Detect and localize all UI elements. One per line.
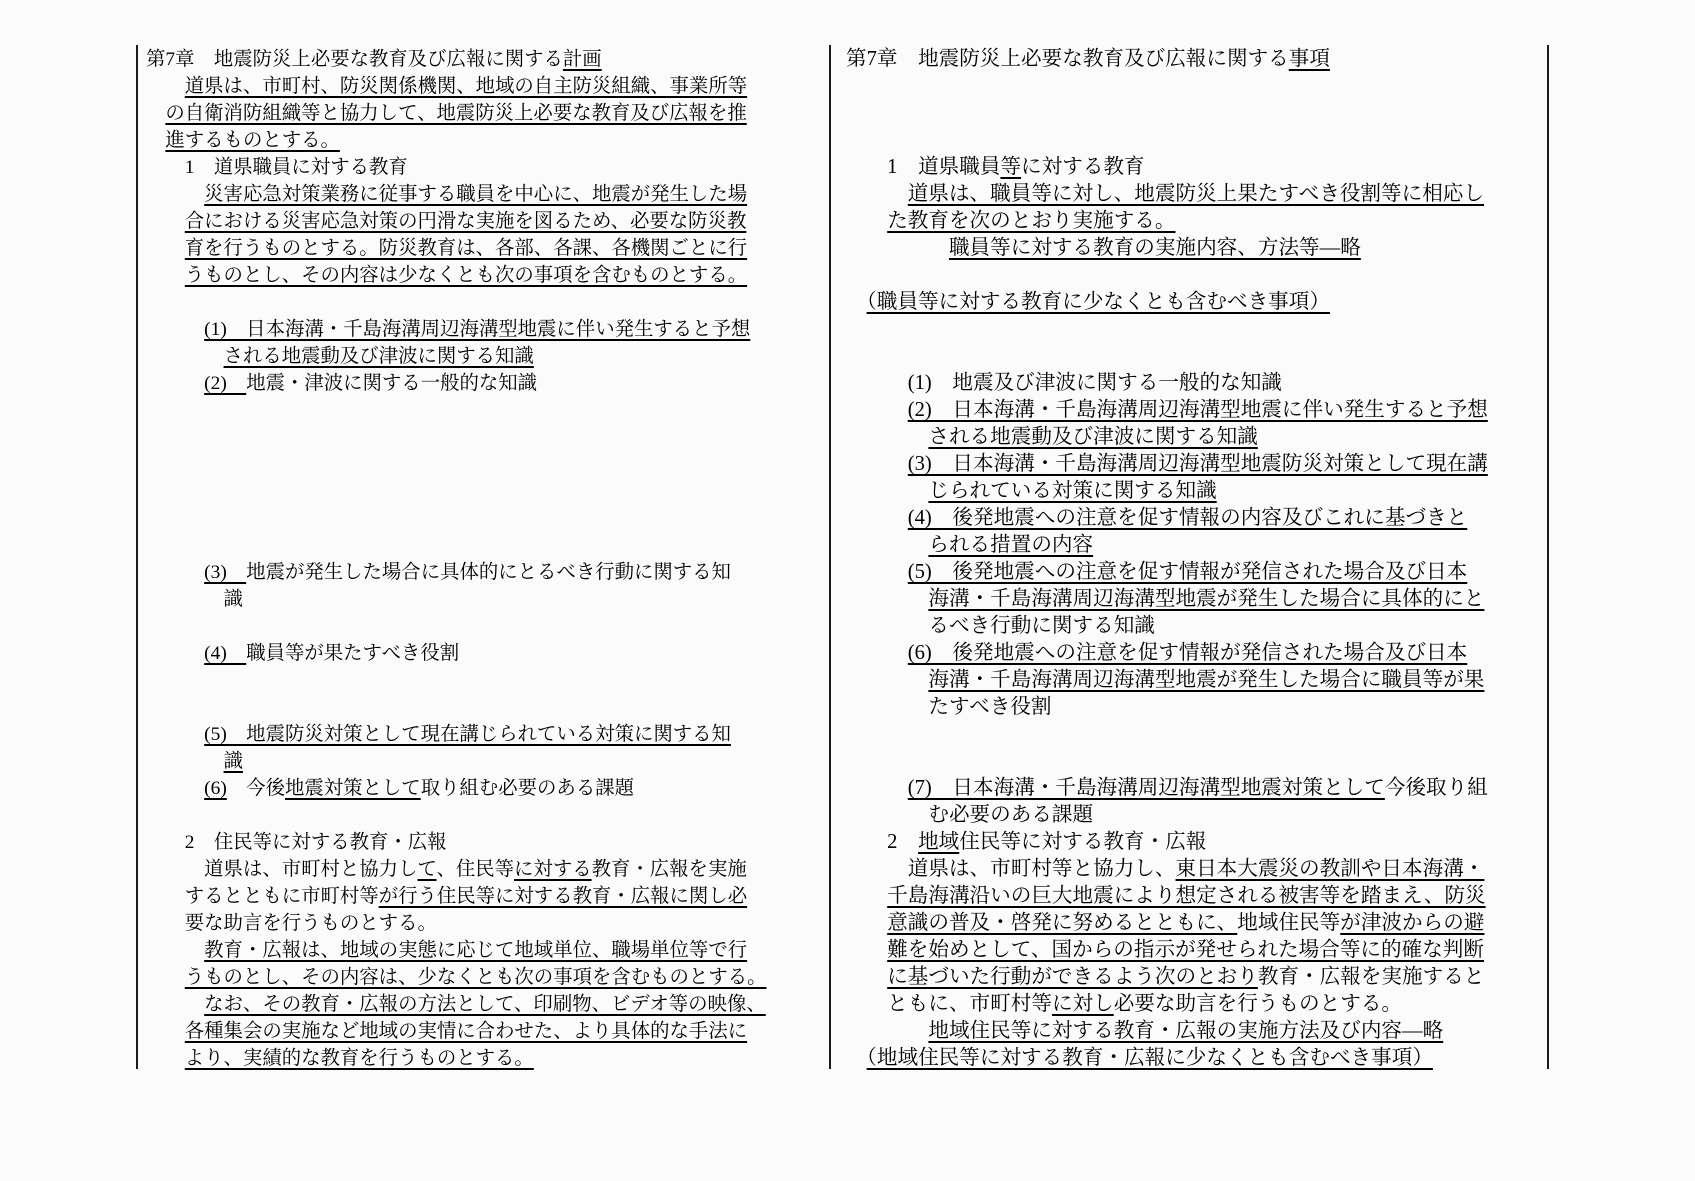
text-segment: む必要のある課題 bbox=[846, 804, 1094, 826]
revised-text: られる措置の内容 bbox=[928, 534, 1094, 556]
text-line bbox=[846, 262, 1548, 289]
text-segment: 取り組む必要のある課題 bbox=[420, 778, 634, 799]
text-line bbox=[146, 316, 830, 343]
text-segment: 道県は、市町村と協力し bbox=[146, 859, 418, 880]
revised-text: より、実績的な教育を行うものとする。 bbox=[184, 1048, 534, 1069]
revised-text: 海溝・千島海溝周辺海溝型地震が発生した場合に職員等が果 bbox=[928, 669, 1485, 691]
text-line bbox=[146, 343, 830, 370]
text-segment bbox=[846, 939, 887, 961]
text-line bbox=[846, 370, 1548, 397]
text-segment bbox=[146, 319, 204, 340]
text-segment bbox=[146, 130, 165, 151]
text-line bbox=[146, 370, 830, 397]
revised-text: (3) 日本海溝・千島海溝周辺海溝型地震防災対策として現在講 bbox=[907, 453, 1488, 475]
text-line bbox=[146, 829, 830, 856]
text-line bbox=[846, 829, 1548, 856]
text-segment: に対する教育 bbox=[1021, 156, 1145, 178]
text-line bbox=[146, 478, 830, 505]
revised-text: (4) bbox=[204, 643, 247, 664]
text-line bbox=[146, 856, 830, 883]
revised-text: 道県は、職員等に対し、地震防災上果たすべき役割等に相応し bbox=[907, 183, 1484, 205]
revised-text: 意識の普及・啓発に努めるとともに、 bbox=[887, 912, 1238, 934]
text-line bbox=[846, 505, 1548, 532]
text-line bbox=[846, 964, 1548, 991]
revised-text: (4) 後発地震への注意を促す情報の内容及びこれに基づきと bbox=[907, 507, 1468, 529]
text-line bbox=[146, 667, 830, 694]
text-line bbox=[846, 721, 1548, 748]
text-line bbox=[146, 559, 830, 586]
revised-text: 事項 bbox=[1288, 48, 1330, 70]
text-segment bbox=[146, 940, 204, 961]
text-segment: ともに、市町村等 bbox=[846, 993, 1052, 1015]
text-line bbox=[146, 181, 830, 208]
revised-text: 地域住民等に対する教育・広報の実施方法及び内容―略 bbox=[928, 1020, 1444, 1042]
revised-text: 等 bbox=[1000, 156, 1022, 178]
text-line bbox=[146, 154, 830, 181]
text-segment bbox=[146, 967, 185, 988]
text-line bbox=[846, 883, 1548, 910]
text-line bbox=[146, 289, 830, 316]
revised-text: 進するものとする。 bbox=[165, 130, 340, 151]
text-line bbox=[146, 775, 830, 802]
text-line bbox=[846, 640, 1548, 667]
text-segment: たすべき役割 bbox=[846, 696, 1052, 718]
text-segment bbox=[846, 426, 928, 448]
revised-text: が行う住民等に対する教育・広報に関し必 bbox=[378, 886, 748, 907]
revised-text: 海溝・千島海溝周辺海溝型地震が発生した場合に具体的にと bbox=[928, 588, 1485, 610]
text-line bbox=[146, 262, 830, 289]
revised-text: (6) bbox=[204, 778, 227, 799]
text-segment: 道県は、市町村等と協力し、 bbox=[846, 858, 1176, 880]
text-line bbox=[846, 46, 1548, 73]
text-segment bbox=[146, 1048, 185, 1069]
revised-text: される地震動及び津波に関する知識 bbox=[223, 346, 534, 367]
revised-text: (5) 後発地震への注意を促す情報が発信された場合及び日本 bbox=[907, 561, 1468, 583]
revised-text: (6) 後発地震への注意を促す情報が発信された場合及び日本 bbox=[907, 642, 1468, 664]
text-line bbox=[146, 883, 830, 910]
text-line bbox=[846, 73, 1548, 100]
text-segment: 教育・広報を実施すると bbox=[1257, 966, 1485, 988]
text-segment: るべき行動に関する知識 bbox=[846, 615, 1155, 637]
text-segment bbox=[146, 373, 204, 394]
text-line bbox=[846, 775, 1548, 802]
text-line bbox=[846, 451, 1548, 478]
text-segment: 教育・広報を実施 bbox=[591, 859, 747, 880]
text-line bbox=[146, 127, 830, 154]
revised-text: が津波からの避 bbox=[1340, 912, 1485, 934]
revised-text: （職員等に対する教育に少なくとも含むべき事項） bbox=[866, 291, 1330, 313]
text-segment: 地震が発生した場合に具体的にとるべき行動に関する知 bbox=[246, 562, 731, 583]
revised-text: （地域住民等に対する教育・広報に少なくとも含むべき事項） bbox=[866, 1047, 1433, 1069]
revised-text: 教育・広報は、地域の実態に応じて地域単位、職場単位等で行 bbox=[204, 940, 748, 961]
text-segment bbox=[846, 669, 928, 691]
text-line bbox=[846, 397, 1548, 424]
text-segment: 今後取り組 bbox=[1384, 777, 1488, 799]
text-segment bbox=[846, 453, 908, 475]
revised-text: 道県は、市町村、防災関係機関、地域の自主防災組織、事業所等 bbox=[184, 76, 748, 97]
text-segment bbox=[846, 183, 908, 205]
text-line bbox=[146, 73, 830, 100]
revised-text: (3) bbox=[204, 562, 247, 583]
revised-text: 合における災害応急対策の円滑な実施を図るため、必要な防災教 bbox=[184, 211, 747, 232]
revised-text: 災害応急対策業務に従事する職員を中心に、地震が発生した場 bbox=[204, 184, 748, 205]
text-segment bbox=[846, 507, 908, 529]
text-line bbox=[846, 181, 1548, 208]
text-segment: 住民等に対する教育・広報 bbox=[959, 831, 1207, 853]
revised-text: される地震動及び津波に関する知識 bbox=[928, 426, 1258, 448]
text-line bbox=[846, 208, 1548, 235]
text-segment bbox=[146, 778, 204, 799]
text-line bbox=[846, 1045, 1548, 1072]
text-line bbox=[146, 613, 830, 640]
revised-text: て bbox=[417, 859, 437, 880]
text-line bbox=[846, 613, 1548, 640]
text-segment bbox=[846, 534, 928, 556]
revised-text: うものとし、その内容は少なくとも次の事項を含むものとする。 bbox=[184, 265, 748, 286]
text-line bbox=[846, 694, 1548, 721]
revised-text: た教育を次のとおり実施する。 bbox=[887, 210, 1176, 232]
text-line bbox=[846, 856, 1548, 883]
text-segment bbox=[846, 1020, 928, 1042]
text-segment: 第7章 地震防災上必要な教育及び広報に関する bbox=[846, 48, 1289, 70]
text-line bbox=[146, 424, 830, 451]
text-line bbox=[846, 424, 1548, 451]
text-segment bbox=[146, 724, 204, 745]
revised-text: なお、その教育・広報の方法として、印刷物、ビデオ等の映像、 bbox=[204, 994, 766, 1015]
new-version-column bbox=[846, 46, 1548, 1072]
text-segment bbox=[846, 642, 908, 664]
text-segment bbox=[846, 237, 949, 259]
text-line bbox=[846, 910, 1548, 937]
text-line bbox=[846, 289, 1548, 316]
revised-text: じられている対策に関する知識 bbox=[928, 480, 1217, 502]
text-segment bbox=[146, 211, 185, 232]
text-line bbox=[846, 748, 1548, 775]
text-segment: 必要な助言を行うものとする。 bbox=[1113, 993, 1403, 1015]
revised-text: (1) 日本海溝・千島海溝周辺海溝型地震に伴い発生すると予想 bbox=[204, 319, 751, 340]
text-line bbox=[146, 964, 830, 991]
text-line bbox=[146, 694, 830, 721]
text-line bbox=[846, 802, 1548, 829]
text-segment bbox=[146, 346, 224, 367]
text-line bbox=[146, 937, 830, 964]
text-segment bbox=[146, 751, 224, 772]
text-line bbox=[146, 397, 830, 424]
text-line bbox=[846, 127, 1548, 154]
text-segment bbox=[846, 777, 908, 799]
revised-text: 千島海溝沿いの巨大地震により想定される被害等を踏まえ、防災 bbox=[887, 885, 1486, 907]
text-segment bbox=[146, 238, 185, 259]
text-segment bbox=[846, 291, 867, 313]
text-segment: 2 住民等に対する教育・広報 bbox=[146, 832, 447, 853]
revised-text: (7) 日本海溝・千島海溝周辺海溝型地震対策として bbox=[907, 777, 1385, 799]
revised-text: に対する bbox=[514, 859, 592, 880]
text-line bbox=[146, 802, 830, 829]
text-segment bbox=[846, 966, 887, 988]
revised-text: 各種集会の実施など地域の実情に合わせた、より具体的な手法に bbox=[184, 1021, 748, 1042]
revised-text: 難を始めとして、国からの指示が発せられた場合等に的確な判断 bbox=[887, 939, 1484, 961]
text-segment: 職員等が果たすべき役割 bbox=[246, 643, 460, 664]
text-segment bbox=[146, 1021, 185, 1042]
text-segment bbox=[846, 1047, 867, 1069]
text-segment: 2 bbox=[846, 831, 919, 853]
revised-text: に対し bbox=[1051, 993, 1114, 1015]
text-segment bbox=[846, 588, 928, 610]
text-segment: 第7章 地震防災上必要な教育及び広報に関する bbox=[146, 49, 563, 70]
text-segment: 識 bbox=[146, 589, 243, 610]
text-line bbox=[846, 532, 1548, 559]
text-line bbox=[146, 991, 830, 1018]
text-segment: 1 道県職員 bbox=[846, 156, 1001, 178]
text-line bbox=[846, 991, 1548, 1018]
text-segment: 今後 bbox=[226, 778, 285, 799]
revised-text: 地震対策として bbox=[284, 778, 421, 799]
text-segment bbox=[846, 399, 908, 421]
text-segment bbox=[846, 480, 928, 502]
text-line bbox=[846, 937, 1548, 964]
text-segment bbox=[846, 561, 908, 583]
revised-text: 計画 bbox=[562, 49, 602, 70]
revised-text: 識 bbox=[223, 751, 243, 772]
text-segment bbox=[146, 76, 185, 97]
revised-text: 職員等に対する教育の実施内容、方法等―略 bbox=[948, 237, 1361, 259]
text-line bbox=[146, 1018, 830, 1045]
text-line bbox=[846, 100, 1548, 127]
text-line bbox=[146, 451, 830, 478]
text-line bbox=[146, 748, 830, 775]
revised-text: (2) bbox=[204, 373, 247, 394]
text-segment: 地域住民等 bbox=[1237, 912, 1341, 934]
text-line bbox=[846, 154, 1548, 181]
text-segment bbox=[146, 184, 204, 205]
text-segment: 、住民等 bbox=[436, 859, 515, 880]
text-segment bbox=[146, 265, 185, 286]
text-line bbox=[146, 532, 830, 559]
text-line bbox=[846, 559, 1548, 586]
revised-text: うものとし、その内容は、少なくとも次の事項を含むものとする。 bbox=[184, 967, 767, 988]
text-line bbox=[146, 208, 830, 235]
text-segment: 1 道県職員に対する教育 bbox=[146, 157, 408, 178]
text-segment bbox=[146, 643, 204, 664]
text-line bbox=[146, 910, 830, 937]
text-line bbox=[146, 640, 830, 667]
text-segment bbox=[146, 103, 165, 124]
text-line bbox=[146, 1045, 830, 1072]
revised-text: 東日本大震災の教訓や日本海溝・ bbox=[1175, 858, 1485, 880]
revised-text: 地域 bbox=[918, 831, 960, 853]
text-segment bbox=[846, 912, 887, 934]
text-line bbox=[146, 235, 830, 262]
text-segment: (1) 地震及び津波に関する一般的な知識 bbox=[846, 372, 1282, 394]
text-line bbox=[846, 316, 1548, 343]
text-line bbox=[146, 505, 830, 532]
table-left-border bbox=[136, 45, 138, 1069]
revised-text: 育を行うものとする。防災教育は、各部、各課、各機関ごとに行 bbox=[184, 238, 748, 259]
text-segment: するとともに市町村等 bbox=[146, 886, 379, 907]
text-segment: 要な助言を行うものとする。 bbox=[146, 913, 437, 934]
text-line bbox=[846, 586, 1548, 613]
text-line bbox=[146, 721, 830, 748]
text-line bbox=[146, 46, 830, 73]
text-segment bbox=[846, 885, 887, 907]
revised-text: (5) 地震防災対策として現在講じられている対策に関する知 bbox=[204, 724, 731, 745]
old-version-column bbox=[146, 46, 830, 1072]
text-line bbox=[846, 343, 1548, 370]
revised-text: に基づいた行動ができるよう次のとおり bbox=[887, 966, 1258, 988]
text-line bbox=[846, 478, 1548, 505]
text-line bbox=[846, 667, 1548, 694]
revised-text: の自衛消防組織等と協力して、地震防災上必要な教育及び広報を推 bbox=[165, 103, 747, 124]
text-line bbox=[846, 235, 1548, 262]
text-segment bbox=[146, 562, 204, 583]
text-line bbox=[846, 1018, 1548, 1045]
text-line bbox=[146, 586, 830, 613]
text-line bbox=[146, 100, 830, 127]
text-segment: 地震・津波に関する一般的な知識 bbox=[246, 373, 538, 394]
text-segment bbox=[846, 210, 887, 232]
revised-text: (2) 日本海溝・千島海溝周辺海溝型地震に伴い発生すると予想 bbox=[907, 399, 1488, 421]
text-segment bbox=[146, 994, 204, 1015]
